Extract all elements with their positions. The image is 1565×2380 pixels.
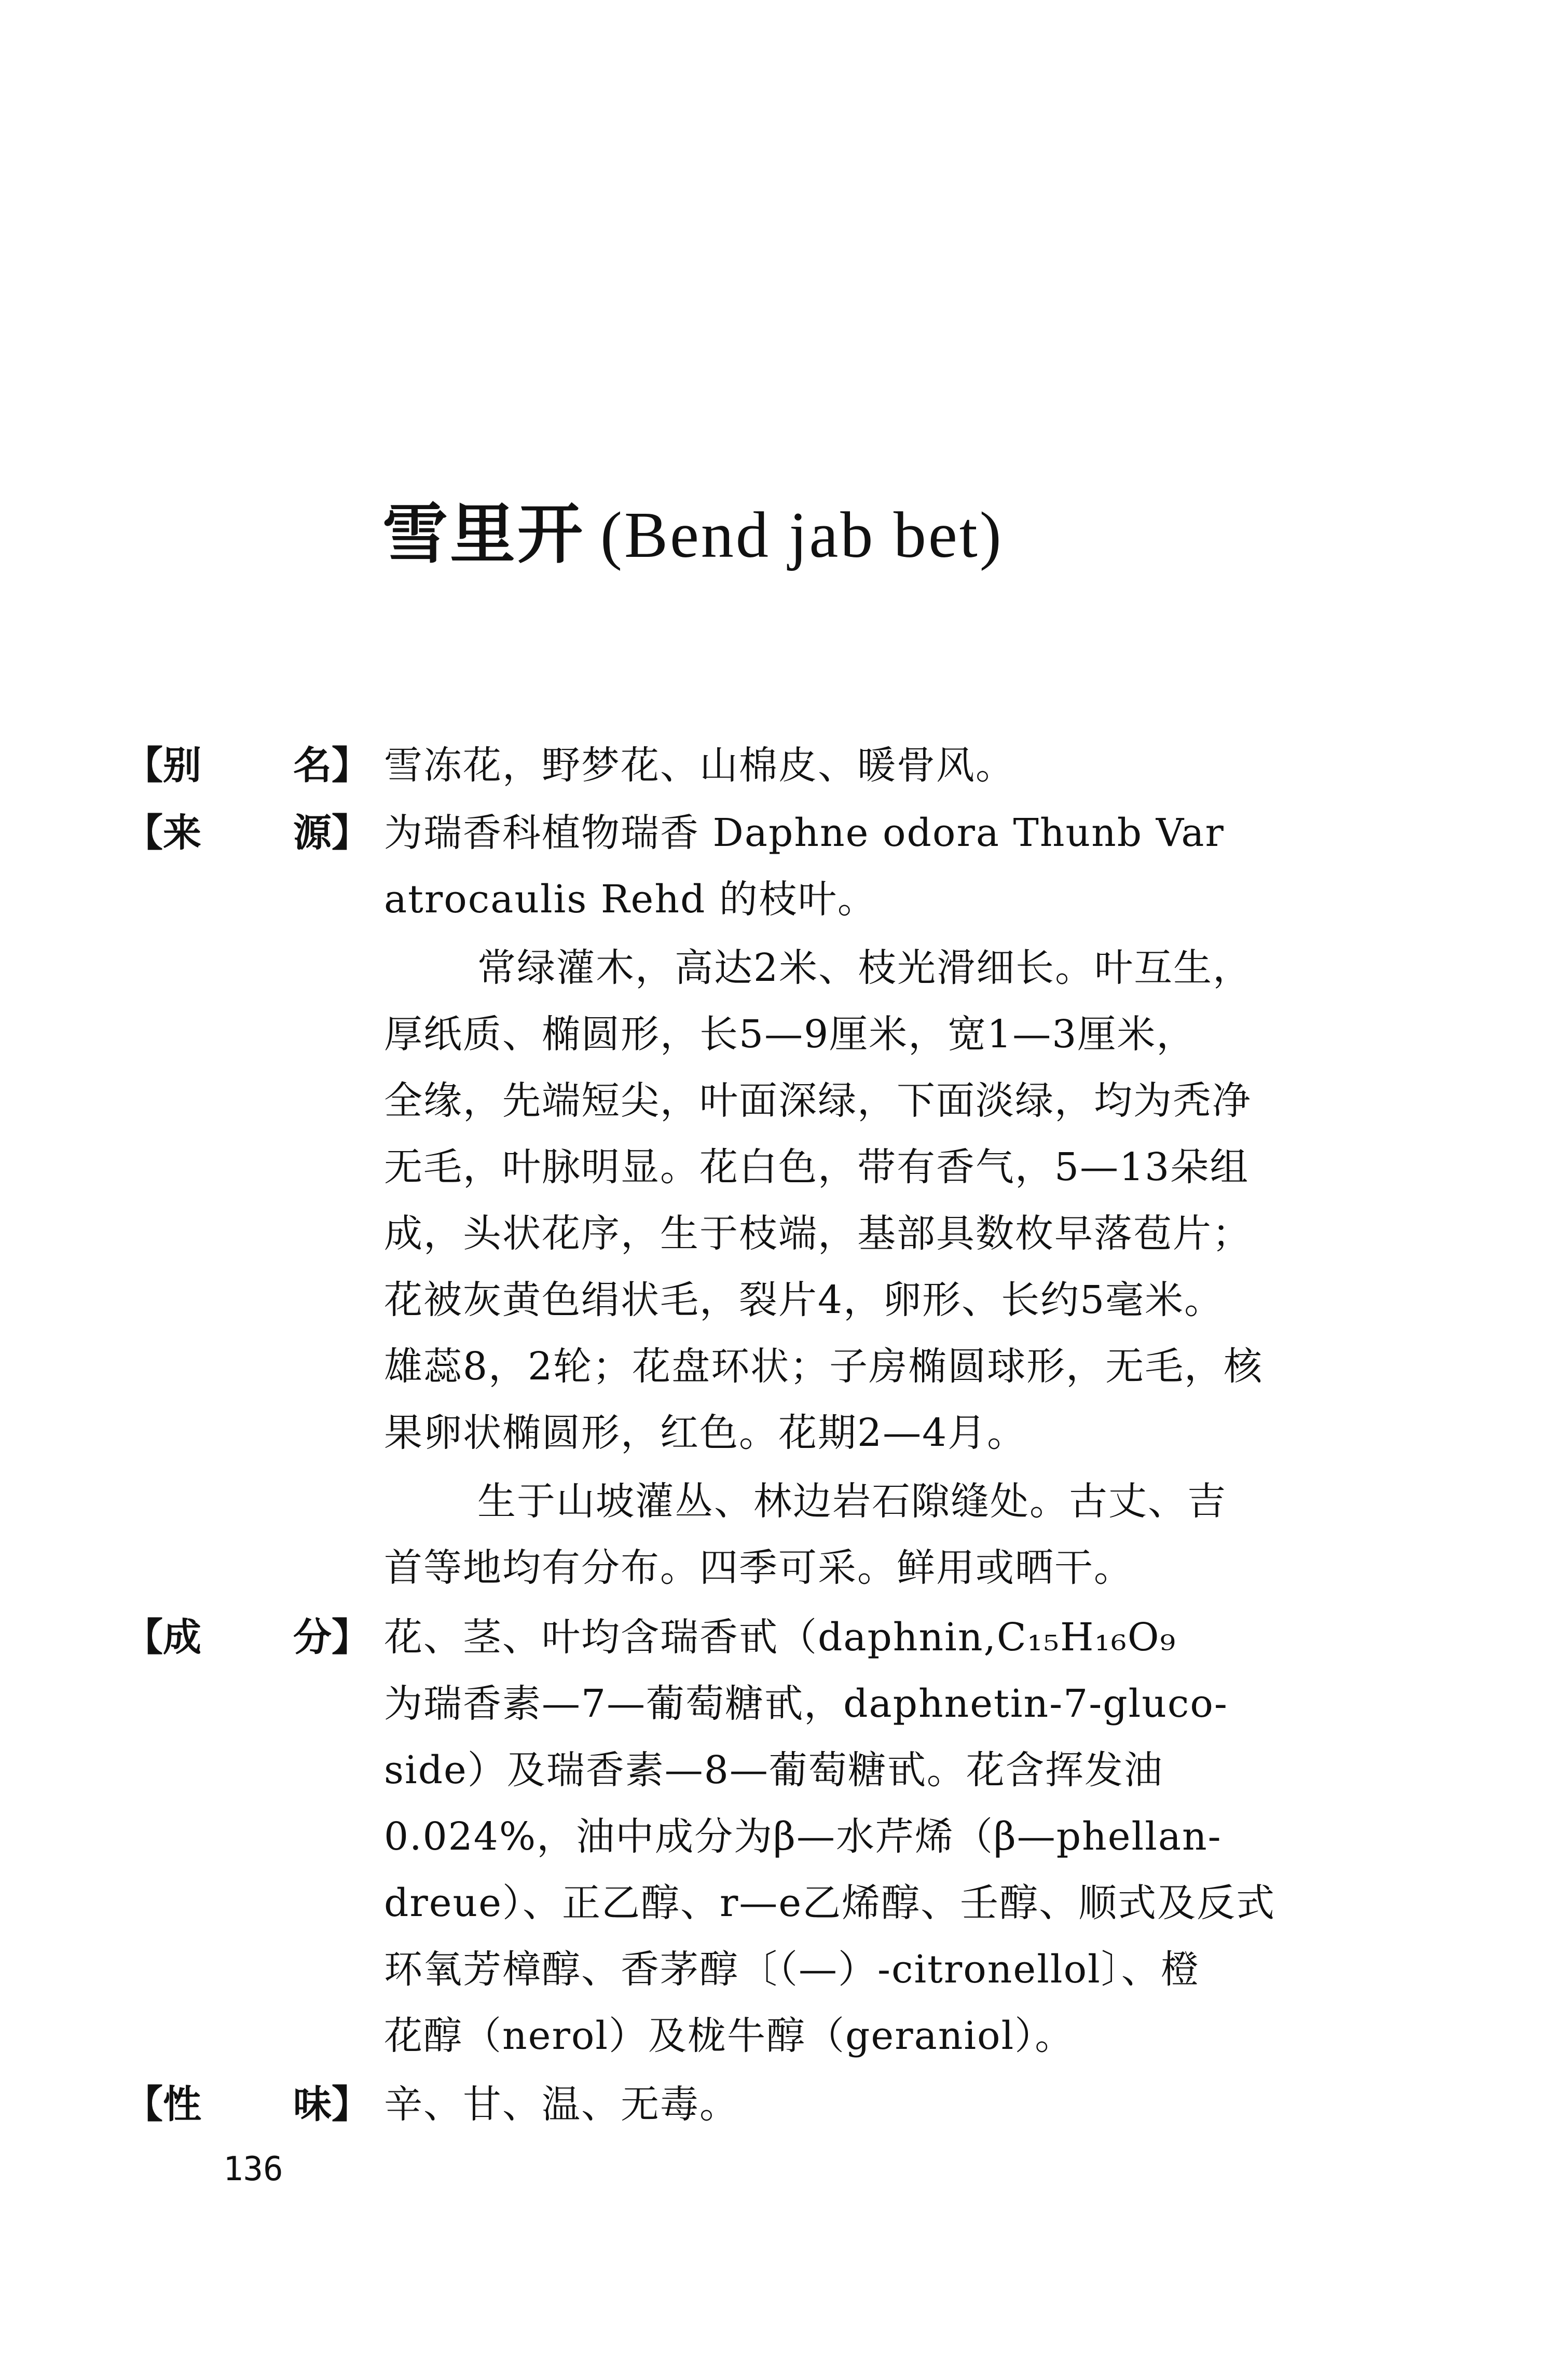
description-line: 无毛，叶脉明显。花白色，带有香气，5—13朵组 [384, 1145, 1250, 1189]
title-chinese: 雪里开 [382, 496, 585, 572]
habitat-line: 首等地均有分布。四季可采。鲜用或晒干。 [384, 1545, 1133, 1590]
source-line: 为瑞香科植物瑞香 Daphne odora Thunb Var [384, 811, 1225, 855]
composition-line: 为瑞香素—7—葡萄糖甙，daphnetin-7-gluco- [384, 1681, 1228, 1726]
composition-line: 0.024%，油中成分为β—水芹烯（β—phellan- [384, 1814, 1222, 1859]
taste-text: 辛、甘、温、无毒。 [384, 2082, 739, 2127]
description-line: 果卵状椭圆形，红色。花期2—4月。 [384, 1411, 1027, 1455]
habitat-line: 生于山坡灌丛、林边岩石隙缝处。古丈、吉 [477, 1479, 1227, 1524]
composition-line: dreue）、正乙醇、r—e乙烯醇、壬醇、顺式及反式 [384, 1881, 1276, 1925]
description-line: 成，头状花序，生于枝端，基部具数枚早落苞片； [384, 1211, 1252, 1256]
label-composition: 【成 分】 [125, 1615, 370, 1660]
description-line: 雄蕊8，2轮；花盘环状；子房椭圆球形，无毛，核 [384, 1344, 1264, 1389]
entry-title [382, 490, 1004, 580]
label-taste: 【性 味】 [125, 2082, 370, 2127]
composition-line: 花、茎、叶均含瑞香甙（daphnin,C₁₅H₁₆O₉ [384, 1615, 1177, 1660]
source-line: atrocaulis Rehd 的枝叶。 [384, 877, 877, 922]
description-line: 常绿灌木，高达2米、枝光滑细长。叶互生， [477, 946, 1253, 990]
page-number: 136 [223, 2150, 283, 2188]
alias-text: 雪冻花，野梦花、山棉皮、暖骨风。 [384, 743, 1015, 788]
label-alias: 【别 名】 [125, 743, 370, 788]
title-latin: (Bend jab bet) [600, 499, 1004, 571]
composition-line: side）及瑞香素—8—葡萄糖甙。花含挥发油 [384, 1748, 1163, 1793]
description-line: 厚纸质、椭圆形，长5—9厘米，宽1—3厘米， [384, 1012, 1196, 1057]
description-line: 全缘，先端短尖，叶面深绿，下面淡绿，均为秃净 [384, 1078, 1252, 1123]
description-line: 花被灰黄色绢状毛，裂片4，卵形、长约5毫米。 [384, 1278, 1224, 1322]
composition-line: 环氧芳樟醇、香茅醇〔（—）-citronellol〕、橙 [384, 1947, 1200, 1992]
label-source: 【来 源】 [125, 811, 370, 855]
composition-line: 花醇（nerol）及栊牛醇（geraniol）。 [384, 2014, 1075, 2058]
